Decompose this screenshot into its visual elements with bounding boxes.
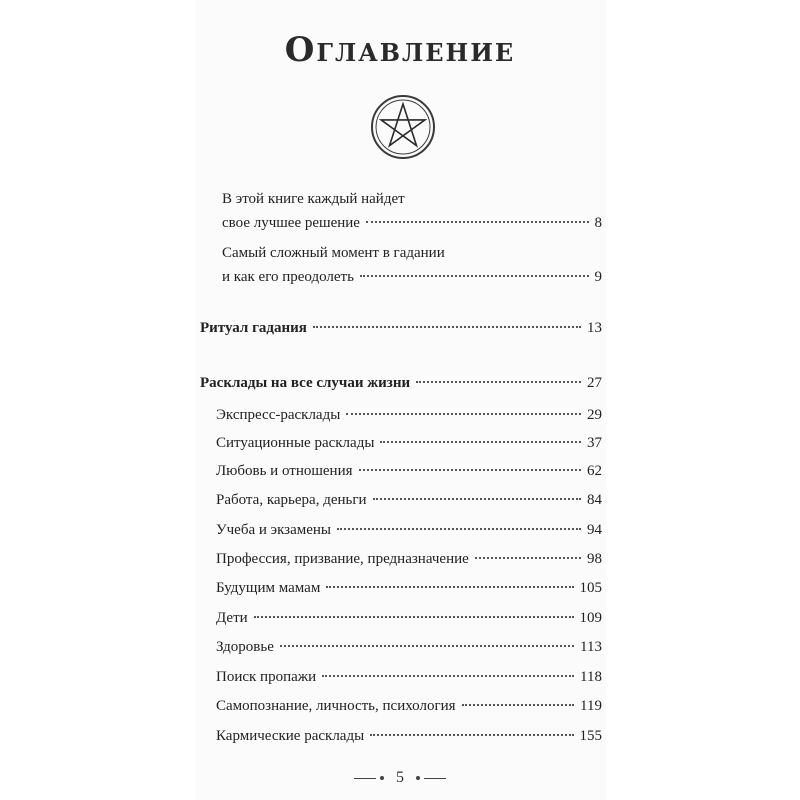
toc-page-number: 9 bbox=[594, 269, 602, 285]
toc-page-number: 98 bbox=[587, 551, 602, 567]
toc-subentry[interactable] bbox=[216, 635, 602, 659]
footer-rule-left bbox=[354, 778, 376, 779]
toc-subentry-label: Ситуационные расклады bbox=[216, 435, 375, 451]
dot-leader bbox=[380, 441, 581, 443]
footer-dot-left bbox=[380, 776, 384, 780]
dot-leader bbox=[366, 221, 589, 223]
toc-page-number: 113 bbox=[580, 639, 602, 655]
dot-leader bbox=[346, 413, 581, 415]
toc-subentry[interactable] bbox=[216, 431, 602, 455]
toc-page-number: 62 bbox=[587, 463, 602, 479]
toc-subentry-label: Профессия, призвание, предназначение bbox=[216, 551, 469, 567]
toc-entry-intro-2[interactable] bbox=[222, 241, 602, 289]
toc-subentry[interactable] bbox=[216, 694, 602, 718]
dot-leader bbox=[313, 326, 581, 328]
pentagram-icon bbox=[368, 92, 438, 162]
toc-subentry-label: Будущим мамам bbox=[216, 580, 321, 596]
dot-leader bbox=[254, 616, 574, 618]
toc-page-number: 119 bbox=[580, 698, 602, 714]
toc-page-number: 29 bbox=[587, 407, 602, 423]
toc-page-number: 109 bbox=[579, 610, 602, 626]
toc-entry-line1: В этой книге каждый найдет bbox=[222, 191, 405, 207]
toc-page-number: 105 bbox=[579, 580, 602, 596]
dot-leader bbox=[280, 645, 574, 647]
footer-page-number: 5 bbox=[396, 769, 404, 786]
dot-leader bbox=[462, 704, 575, 706]
toc-page-number: 155 bbox=[579, 728, 602, 744]
dot-leader bbox=[360, 275, 589, 277]
dot-leader bbox=[370, 734, 573, 736]
toc-page-number: 118 bbox=[580, 669, 602, 685]
toc-subentry[interactable] bbox=[216, 459, 602, 483]
toc-subentry-label: Самопознание, личность, психология bbox=[216, 698, 456, 714]
dot-leader bbox=[373, 498, 581, 500]
toc-section-ritual[interactable] bbox=[200, 316, 602, 340]
dot-leader bbox=[416, 381, 581, 383]
toc-page-number: 37 bbox=[587, 435, 602, 451]
toc-subentry-label: Учеба и экзамены bbox=[216, 522, 332, 538]
dot-leader bbox=[337, 528, 581, 530]
toc-entry-line2: свое лучшее решение bbox=[222, 215, 360, 231]
toc-subentry[interactable] bbox=[216, 576, 602, 600]
toc-subentry[interactable] bbox=[216, 665, 602, 689]
toc-section-label: Расклады на все случаи жизни bbox=[200, 375, 411, 391]
toc-entry-line1: Самый сложный момент в гадании bbox=[222, 245, 445, 261]
toc-subentry-label: Экспресс-расклады bbox=[216, 407, 341, 423]
dot-leader bbox=[326, 586, 573, 588]
toc-subentry[interactable] bbox=[216, 488, 602, 512]
page-title: Оглавление bbox=[284, 30, 516, 70]
dot-leader bbox=[475, 557, 581, 559]
toc-subentry-label: Кармические расклады bbox=[216, 728, 365, 744]
toc-subentry[interactable] bbox=[216, 606, 602, 630]
toc-subentry-label: Дети bbox=[216, 610, 248, 626]
footer-rule-right bbox=[424, 778, 446, 779]
toc-subentry-label: Здоровье bbox=[216, 639, 274, 655]
page-footer bbox=[0, 769, 800, 787]
toc-section-layouts[interactable] bbox=[200, 371, 602, 395]
toc-subentry-label: Любовь и отношения bbox=[216, 463, 353, 479]
toc-entry-line2: и как его преодолеть bbox=[222, 269, 354, 285]
toc-subentry[interactable] bbox=[216, 403, 602, 427]
toc-page-number: 84 bbox=[587, 492, 602, 508]
toc-page-number: 13 bbox=[587, 320, 602, 336]
toc-page-number: 8 bbox=[594, 215, 602, 231]
toc-entry-intro-1[interactable] bbox=[222, 187, 602, 235]
toc-section-label: Ритуал гадания bbox=[200, 320, 307, 336]
toc-page-number: 27 bbox=[587, 375, 602, 391]
dot-leader bbox=[359, 469, 581, 471]
toc-subentry-label: Работа, карьера, деньги bbox=[216, 492, 367, 508]
toc-subentry-label: Поиск пропажи bbox=[216, 669, 317, 685]
dot-leader bbox=[322, 675, 574, 677]
toc-subentry[interactable] bbox=[216, 518, 602, 542]
toc-page-number: 94 bbox=[587, 522, 602, 538]
toc-subentry[interactable] bbox=[216, 547, 602, 571]
footer-dot-right bbox=[416, 776, 420, 780]
toc-subentry[interactable] bbox=[216, 724, 602, 748]
